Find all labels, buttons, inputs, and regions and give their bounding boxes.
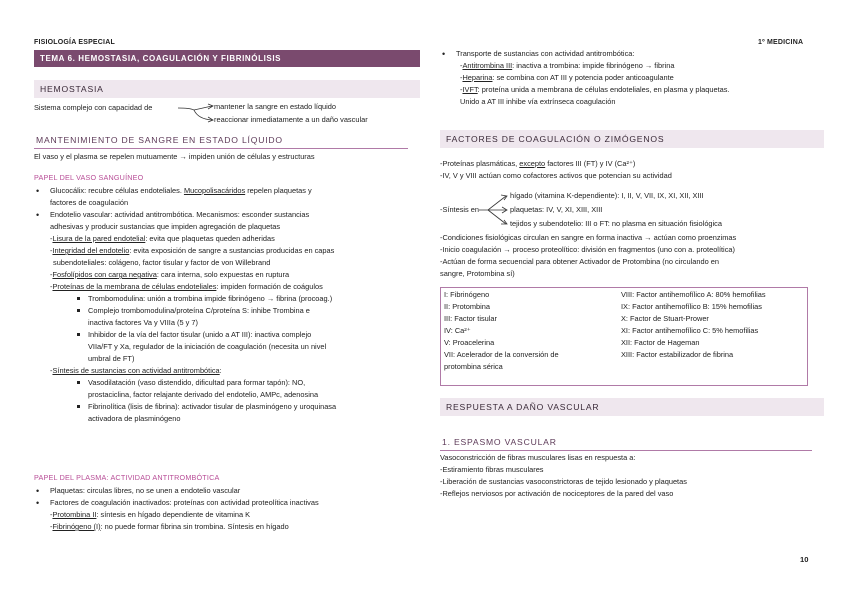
- espasmo-line-3: -Liberación de sustancias vasoconstrictoras de tejido lesionado y plaquetas: [440, 477, 687, 486]
- factor-x: X: Factor de Stuart-Prower: [621, 314, 709, 323]
- transporte-block: [440, 48, 820, 108]
- tema-title-bar: TEMA 6. HEMOSTASIA, COAGULACIÓN Y FIBRINÓLISIS: [34, 50, 420, 67]
- hemostasia-definition: Sistema complejo con capacidad de: [34, 103, 153, 112]
- factores-line-1: -Proteínas plasmáticas, excepto factores III (FT) y IV (Ca²⁺): [440, 159, 636, 168]
- factors-table: [440, 287, 808, 386]
- espasmo-line-4: -Reflejos nerviosos por activación de nociceptores de la pared del vaso: [440, 489, 674, 498]
- mantenimiento-title: MANTENIMIENTO DE SANGRE EN ESTADO LÍQUIDO: [34, 133, 408, 149]
- page-number: 10: [800, 555, 809, 564]
- espasmo-title: 1. ESPASMO VASCULAR: [440, 435, 812, 451]
- inhibidor-item: Inhibidor de la vía del factor tisular (unido a AT III): inactiva complejo: [74, 329, 414, 341]
- glucocalix-cont: factores de coagulación: [50, 198, 129, 207]
- mantenimiento-text: El vaso y el plasma se repelen mutuamente → impiden unión de células y estructuras: [34, 152, 315, 161]
- factores-line-4: -Condiciones fisiológicas circulan en sangre en forma inactiva → actúan como proenzimas: [440, 233, 737, 242]
- factors-left-col: [444, 289, 559, 373]
- factor-xii: XII: Factor de Hageman: [621, 338, 700, 347]
- vaso-title: PAPEL DEL VASO SANGUÍNEO: [34, 173, 144, 182]
- factor-viii: VIII: Factor antihemofílico A: 80% hemofilias: [621, 290, 766, 299]
- factores-line-6: -Actúan de forma secuencial para obtener Activador de Protombina (no circulando en: [440, 257, 719, 266]
- fibrinolitica-cont: activadora de plasminógeno: [88, 414, 181, 423]
- plaquetas-item: • Plaquetas: circulas libres, no se unen a endotelio vascular: [34, 485, 414, 497]
- sintesis-item: -Síntesis de sustancias con actividad antitrombótica:: [50, 366, 222, 375]
- plasma-title: PAPEL DEL PLASMA: ACTIVIDAD ANTITROMBÓTICA: [34, 473, 220, 482]
- espasmo-line-2: -Estiramiento fibras musculares: [440, 465, 544, 474]
- factor-ii: II: Protombina: [444, 302, 491, 311]
- factores-inactivados-item: • Factores de coagulación inactivados: proteínas con actividad proteolítica inactivas: [34, 497, 414, 509]
- fibrinogeno-item: -Fibrinógeno (I): no puede formar fibrina sin trombina. Síntesis en hígado: [50, 522, 289, 531]
- protombina-item: -Protombina II: síntesis en hígado dependiente de vitamina K: [50, 510, 251, 519]
- integridad-cont: subendoteliales: colágeno, factor tisular y factor de von Willebrand: [53, 258, 271, 267]
- vasodilatacion-item: Vasodilatación (vaso distendido, dificultad para formar tapón): NO,: [74, 377, 414, 389]
- factor-vii: VII: Acelerador de la conversión de: [444, 350, 559, 359]
- subject-label: FISIOLOGÍA ESPECIAL: [34, 39, 115, 46]
- factores-text: [440, 158, 820, 182]
- hemostasia-branch-arrows: [176, 103, 216, 125]
- sintesis-branch-arrows: [478, 190, 510, 230]
- factor-iii: III: Factor tisular: [444, 314, 497, 323]
- course-label: 1º MEDICINA: [758, 39, 804, 46]
- vaso-list: [34, 185, 414, 425]
- hemostasia-branch-1: mantener la sangre en estado líquido: [214, 102, 337, 111]
- ivft-cont: Unido a AT III inhibe vía extrínseca coagulación: [460, 97, 616, 106]
- respuesta-title: RESPUESTA A DAÑO VASCULAR: [440, 398, 824, 416]
- sintesis-higado: hígado (vitamina K-dependiente): I, II, V, VII, IX, XI, XII, XIII: [510, 191, 704, 200]
- glucocalix-item: • Glucocálix: recubre células endoteliales. Mucopolisacáridos repelen plaquetas y: [34, 185, 414, 197]
- factor-iv: IV: Ca²⁺: [444, 326, 471, 335]
- fibrinolitica-item: Fibrinolítica (lisis de fibrina): activador tisular de plasminógeno y uroquinasa: [74, 401, 414, 413]
- trombomodulina-item: Trombomodulina: unión a trombina impide fibrinógeno → fibrina (procoag.): [74, 293, 414, 305]
- factor-xiii: XIII: Factor estabilizador de fibrina: [621, 350, 734, 359]
- complejo-cont: inactiva factores Va y VIIIa (5 y 7): [88, 318, 198, 327]
- endotelio-cont: adhesivas y producir sustancias que impiden agregación de plaquetas: [50, 222, 281, 231]
- factor-ix: IX: Factor antihemofílico B: 15% hemofilias: [621, 302, 762, 311]
- integridad-item: -Integridad del endotelio: evita exposición de sangre a sustancias producidas en capas: [50, 246, 335, 255]
- vasodilatacion-cont: prostaciclina, factor relajante derivado del endotelio, AMPc, adenosina: [88, 390, 319, 399]
- sintesis-tejidos: tejidos y subendotelio: III o FT: no plasma en situación fisiológica: [510, 219, 722, 228]
- proteinas-item: -Proteínas de la membrana de células endoteliales: impiden formación de coágulos: [50, 282, 323, 291]
- factores-line-5: -Inicio coagulación → proceso proteolítico: división en fragmentos (uno con a. proteolítica): [440, 245, 735, 254]
- factores-line-2: -IV, V y VIII actúan como cofactores activos que potencian su actividad: [440, 171, 672, 180]
- hemostasia-title: HEMOSTASIA: [34, 80, 420, 98]
- inhibidor-cont2: umbral de FT): [88, 354, 135, 363]
- sintesis-en-label: -Síntesis en: [440, 205, 480, 214]
- fosfolipidos-item: -Fosfolípidos con carga negativa: cara interna, solo expuestas en ruptura: [50, 270, 290, 279]
- plasma-list: [34, 485, 414, 533]
- factor-xi: XI: Factor antihemofílico C: 5% hemofilias: [621, 326, 759, 335]
- sintesis-plaquetas: plaquetas: IV, V, XI, XIII, XIII: [510, 205, 603, 214]
- complejo-item: Complejo trombomodulina/proteína C/proteína S: inhibe Trombina e: [74, 305, 414, 317]
- espasmo-line-1: Vasoconstricción de fibras musculares lisas en respuesta a:: [440, 453, 636, 462]
- factores-text-2: [440, 232, 820, 280]
- factor-vii-cont: protombina sérica: [444, 362, 503, 371]
- transporte-item: • Transporte de sustancias con actividad antitrombótica:: [440, 48, 820, 60]
- ivft-item: -IVFT: proteína unida a membrana de células endoteliales, en plasma y plaquetas.: [460, 85, 730, 94]
- heparina-item: -Heparina: se combina con AT III y potencia poder anticoagulante: [460, 73, 674, 82]
- antitrombina-item: -Antitrombina III: inactiva a trombina: impide fibrinógeno → fibrina: [460, 61, 675, 70]
- inhibidor-cont: VIIa/FT y Xa, regulador de la iniciación de coagulación (necesita un nivel: [88, 342, 327, 351]
- factores-title: FACTORES DE COAGULACIÓN O ZIMÓGENOS: [440, 130, 824, 148]
- lisura-item: -Lisura de la pared endotelial: evita que plaquetas queden adheridas: [50, 234, 275, 243]
- hemostasia-branch-2: reaccionar inmediatamente a un daño vascular: [214, 115, 368, 124]
- espasmo-text: [440, 452, 820, 500]
- factor-v: V: Proacelerina: [444, 338, 495, 347]
- factor-i: I: Fibrinógeno: [444, 290, 490, 299]
- factors-right-col: [621, 289, 766, 361]
- factores-line-7: sangre, Protombina sí): [440, 269, 515, 278]
- endotelio-item: • Endotelio vascular: actividad antitrombótica. Mecanismos: esconder sustancias: [34, 209, 414, 221]
